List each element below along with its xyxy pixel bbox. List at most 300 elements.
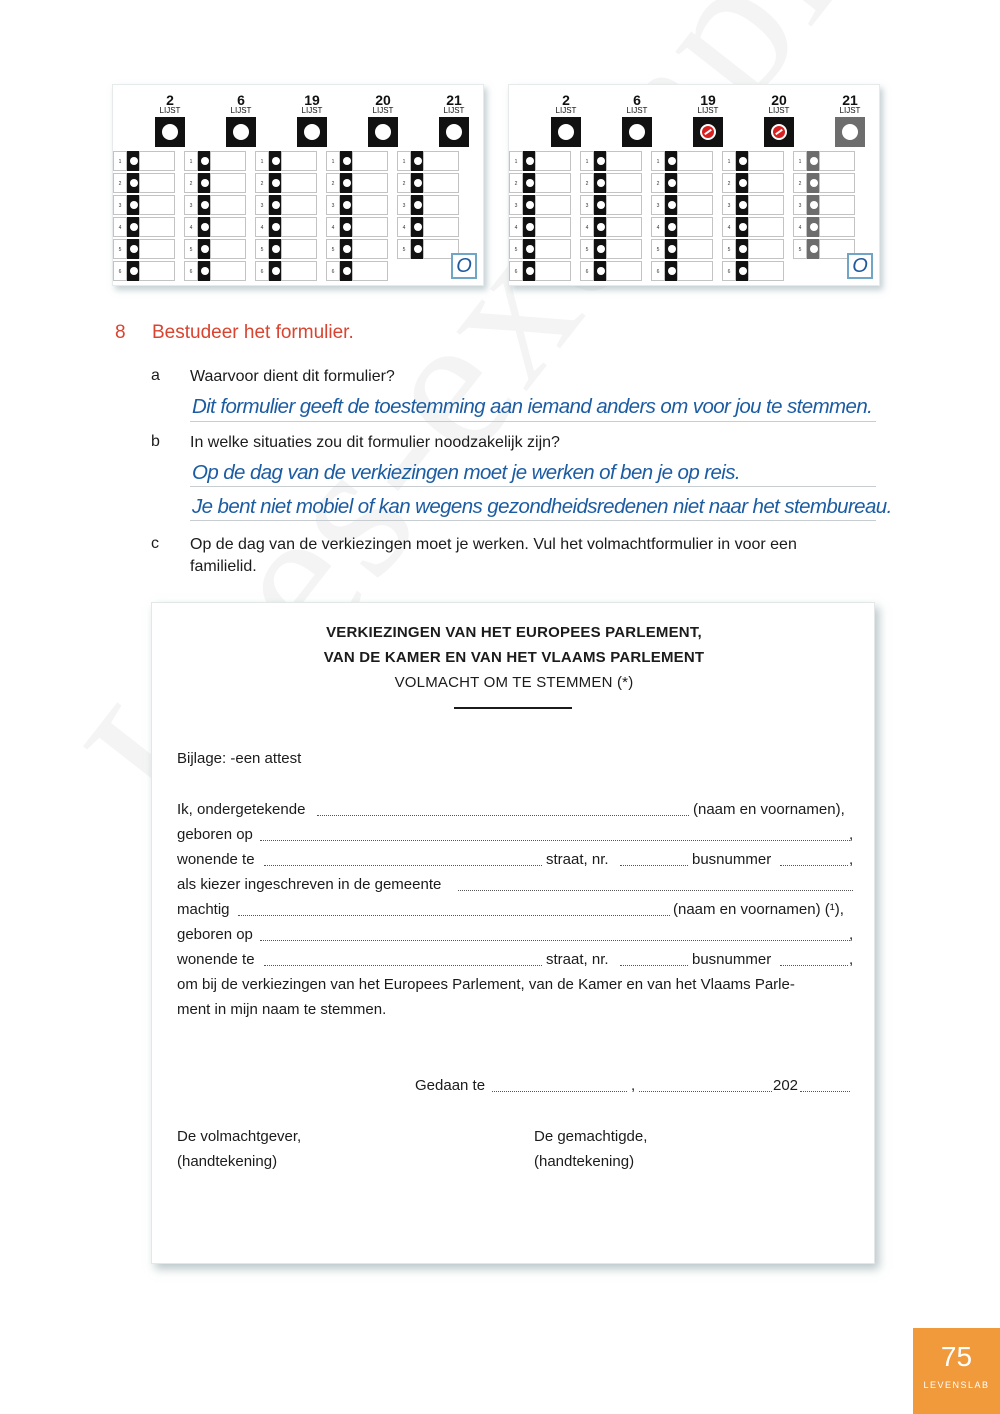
- candidate-bar: [198, 261, 210, 281]
- candidate-row[interactable]: [793, 239, 855, 259]
- candidate-row[interactable]: [113, 217, 175, 237]
- question-b-text: In welke situaties zou dit formulier noodzakelijk zijn?: [190, 434, 560, 451]
- straat-field[interactable]: [620, 864, 688, 866]
- candidate-number: 3: [509, 195, 523, 215]
- candidate-number: 2: [651, 173, 665, 193]
- o-mark: O: [451, 253, 477, 279]
- candidate-number: 1: [509, 151, 523, 171]
- candidate-name-box: [210, 217, 246, 237]
- geboren-field[interactable]: [260, 839, 850, 841]
- candidate-circle-icon: [201, 179, 209, 187]
- candidate-bar: [523, 151, 535, 171]
- volmachtgever-label: De volmachtgever,: [177, 1128, 302, 1145]
- candidate-circle-icon: [201, 201, 209, 209]
- form-divider: [454, 707, 572, 709]
- candidate-number: 1: [255, 151, 269, 171]
- candidate-bar: [665, 195, 677, 215]
- candidate-name-box: [281, 195, 317, 215]
- candidate-row[interactable]: [397, 173, 459, 193]
- candidate-bar: [665, 151, 677, 171]
- candidate-name-box: [281, 217, 317, 237]
- candidate-row[interactable]: [326, 151, 388, 171]
- candidate-bar: [665, 261, 677, 281]
- candidate-circle-icon: [526, 267, 534, 275]
- candidate-number: 1: [580, 151, 594, 171]
- candidate-name-box: [210, 151, 246, 171]
- candidate-row[interactable]: [113, 195, 175, 215]
- candidate-row[interactable]: [722, 151, 784, 171]
- naam-label: (naam en voornamen),: [693, 801, 845, 818]
- gemachtigde-label: De gemachtigde,: [534, 1128, 648, 1145]
- candidate-name-box: [352, 239, 388, 259]
- candidate-row[interactable]: [580, 173, 642, 193]
- candidate-name-box: [535, 261, 571, 281]
- candidate-row[interactable]: [651, 261, 713, 281]
- candidate-circle-icon: [810, 157, 818, 165]
- candidate-number: 5: [184, 239, 198, 259]
- candidate-circle-icon: [414, 157, 422, 165]
- candidate-number: 4: [184, 217, 198, 237]
- list-label: LIJST: [839, 106, 861, 115]
- candidate-name-box: [139, 173, 175, 193]
- gedaan-place-field[interactable]: [492, 1090, 627, 1092]
- question-b-letter: b: [151, 433, 160, 450]
- straat-field-2[interactable]: [620, 964, 688, 966]
- candidate-bar: [523, 195, 535, 215]
- list-head-box[interactable]: [226, 117, 256, 147]
- candidate-row[interactable]: [793, 151, 855, 171]
- candidate-name-box: [677, 195, 713, 215]
- candidate-name-box: [210, 195, 246, 215]
- candidate-circle-icon: [526, 201, 534, 209]
- vote-circle-icon: [162, 124, 178, 140]
- list-head-box[interactable]: [622, 117, 652, 147]
- candidate-number: 1: [397, 151, 411, 171]
- candidate-bar: [665, 217, 677, 237]
- right-list-2: [513, 93, 577, 283]
- candidate-row[interactable]: [580, 261, 642, 281]
- list-label: LIJST: [372, 106, 394, 115]
- candidate-row[interactable]: [184, 151, 246, 171]
- candidate-name-box: [819, 217, 855, 237]
- answer-b-2: Je bent niet mobiel of kan wegens gezondheidsredenen niet naar het stembureau.: [192, 495, 892, 518]
- candidate-name-box: [352, 151, 388, 171]
- closing-line-2: ment in mijn naam te stemmen.: [177, 1001, 387, 1018]
- candidate-name-box: [819, 195, 855, 215]
- candidate-bar: [269, 217, 281, 237]
- candidate-name-box: [748, 239, 784, 259]
- candidate-bar: [340, 173, 352, 193]
- candidate-bar: [594, 195, 606, 215]
- list-label: LIJST: [301, 106, 323, 115]
- candidate-number: 4: [113, 217, 127, 237]
- candidate-row[interactable]: [255, 239, 317, 259]
- candidate-number: 4: [580, 217, 594, 237]
- candidate-circle-icon: [668, 201, 676, 209]
- list-head-box[interactable]: [693, 117, 723, 147]
- candidate-number: 1: [113, 151, 127, 171]
- candidate-number: 3: [793, 195, 807, 215]
- candidate-number: 4: [509, 217, 523, 237]
- list-head-box[interactable]: [439, 117, 469, 147]
- candidate-circle-icon: [739, 157, 747, 165]
- candidate-bar: [807, 239, 819, 259]
- list-number: 6: [633, 92, 641, 108]
- candidate-number: 4: [793, 217, 807, 237]
- candidate-number: 6: [255, 261, 269, 281]
- candidate-name-box: [677, 217, 713, 237]
- candidate-name-box: [281, 173, 317, 193]
- candidate-row[interactable]: [793, 195, 855, 215]
- candidate-name-box: [606, 151, 642, 171]
- candidate-bar: [127, 173, 139, 193]
- candidate-circle-icon: [272, 201, 280, 209]
- candidate-name-box: [606, 217, 642, 237]
- candidate-bar: [198, 239, 210, 259]
- list-number: 20: [375, 92, 391, 108]
- candidate-name-box: [423, 151, 459, 171]
- candidate-row[interactable]: [397, 217, 459, 237]
- candidate-bar: [127, 151, 139, 171]
- candidate-circle-icon: [201, 245, 209, 253]
- gemachtigde-handtekening: (handtekening): [534, 1153, 635, 1170]
- geboren-field-2[interactable]: [260, 939, 850, 941]
- candidate-number: 3: [397, 195, 411, 215]
- candidate-row[interactable]: [326, 261, 388, 281]
- candidate-row[interactable]: [184, 261, 246, 281]
- candidate-row[interactable]: [722, 173, 784, 193]
- candidate-row[interactable]: [397, 239, 459, 259]
- candidate-row[interactable]: [722, 217, 784, 237]
- candidate-row[interactable]: [509, 195, 571, 215]
- candidate-name-box: [819, 151, 855, 171]
- candidate-number: 3: [580, 195, 594, 215]
- candidate-circle-icon: [739, 245, 747, 253]
- candidate-number: 5: [651, 239, 665, 259]
- list-head-box[interactable]: [835, 117, 865, 147]
- candidate-name-box: [677, 261, 713, 281]
- vote-circle-icon: [304, 124, 320, 140]
- candidate-name-box: [423, 195, 459, 215]
- comma: ,: [849, 951, 854, 968]
- o-mark: O: [847, 253, 873, 279]
- candidate-bar: [665, 173, 677, 193]
- candidate-name-box: [606, 261, 642, 281]
- candidate-row[interactable]: [184, 239, 246, 259]
- candidate-bar: [340, 195, 352, 215]
- candidate-circle-icon: [526, 245, 534, 253]
- candidate-circle-icon: [272, 267, 280, 275]
- candidate-name-box: [423, 217, 459, 237]
- list-number: 21: [842, 92, 858, 108]
- list-label: LIJST: [159, 106, 181, 115]
- candidate-bar: [411, 239, 423, 259]
- candidate-row[interactable]: [580, 151, 642, 171]
- candidate-number: 2: [255, 173, 269, 193]
- candidate-row[interactable]: [651, 217, 713, 237]
- page-label: LEVENSLAB: [923, 1380, 990, 1390]
- geboren-label: geboren op: [177, 826, 253, 843]
- candidate-row[interactable]: [255, 173, 317, 193]
- candidate-circle-icon: [130, 267, 138, 275]
- year-prefix: 202: [773, 1077, 799, 1094]
- candidate-name-box: [281, 239, 317, 259]
- candidate-row[interactable]: [793, 173, 855, 193]
- candidate-name-box: [819, 173, 855, 193]
- candidate-circle-icon: [343, 179, 351, 187]
- volmacht-form: [151, 602, 875, 1264]
- list-head-box[interactable]: [155, 117, 185, 147]
- candidate-row[interactable]: [793, 217, 855, 237]
- candidate-row[interactable]: [184, 195, 246, 215]
- candidate-row[interactable]: [397, 151, 459, 171]
- candidate-name-box: [535, 217, 571, 237]
- candidate-bar: [127, 261, 139, 281]
- candidate-row[interactable]: [113, 239, 175, 259]
- candidate-number: 2: [326, 173, 340, 193]
- list-label: LIJST: [230, 106, 252, 115]
- candidate-circle-icon: [526, 157, 534, 165]
- candidate-name-box: [535, 151, 571, 171]
- candidate-circle-icon: [343, 201, 351, 209]
- candidate-circle-icon: [668, 245, 676, 253]
- list-head-box[interactable]: [764, 117, 794, 147]
- candidate-name-box: [677, 151, 713, 171]
- question-c-line-2: familielid.: [190, 558, 257, 575]
- candidate-bar: [198, 217, 210, 237]
- answer-a-1: Dit formulier geeft de toestemming aan iemand anders om voor jou te stemmen.: [192, 395, 873, 418]
- question-c-letter: c: [151, 535, 159, 552]
- candidate-bar: [523, 239, 535, 259]
- candidate-name-box: [748, 217, 784, 237]
- left-list-20: [330, 93, 394, 283]
- candidate-number: 6: [113, 261, 127, 281]
- answer-line: [190, 520, 876, 521]
- candidate-bar: [340, 151, 352, 171]
- candidate-circle-icon: [414, 245, 422, 253]
- candidate-bar: [269, 261, 281, 281]
- list-number: 19: [700, 92, 716, 108]
- candidate-circle-icon: [201, 267, 209, 275]
- candidate-number: 2: [113, 173, 127, 193]
- list-label: LIJST: [555, 106, 577, 115]
- gedaan-date-field[interactable]: [639, 1090, 772, 1092]
- candidate-name-box: [748, 261, 784, 281]
- vote-mark-icon: [700, 124, 716, 140]
- candidate-bar: [736, 217, 748, 237]
- vote-mark-icon: [771, 124, 787, 140]
- candidate-bar: [269, 195, 281, 215]
- machtig-field[interactable]: [238, 914, 670, 916]
- candidate-row[interactable]: [509, 239, 571, 259]
- list-number: 21: [446, 92, 462, 108]
- candidate-number: 3: [326, 195, 340, 215]
- candidate-bar: [736, 173, 748, 193]
- candidate-row[interactable]: [184, 217, 246, 237]
- list-label: LIJST: [626, 106, 648, 115]
- candidate-bar: [127, 239, 139, 259]
- list-head-box[interactable]: [368, 117, 398, 147]
- candidate-bar: [523, 173, 535, 193]
- comma: ,: [849, 851, 854, 868]
- candidate-bar: [411, 173, 423, 193]
- candidate-number: 2: [580, 173, 594, 193]
- candidate-bar: [594, 151, 606, 171]
- candidate-circle-icon: [739, 223, 747, 231]
- candidate-circle-icon: [130, 245, 138, 253]
- candidate-bar: [594, 261, 606, 281]
- question-c-text: [190, 534, 797, 578]
- candidate-name-box: [139, 261, 175, 281]
- right-list-20: [726, 93, 790, 283]
- ballot-right: [508, 84, 880, 286]
- candidate-row[interactable]: [580, 195, 642, 215]
- answer-b-1: Op de dag van de verkiezingen moet je werken of ben je op reis.: [192, 461, 740, 484]
- candidate-row[interactable]: [113, 261, 175, 281]
- vote-circle-icon: [446, 124, 462, 140]
- candidate-circle-icon: [739, 201, 747, 209]
- candidate-row[interactable]: [722, 195, 784, 215]
- candidate-name-box: [139, 151, 175, 171]
- candidate-name-box: [677, 239, 713, 259]
- busnummer-field[interactable]: [780, 864, 848, 866]
- candidate-row[interactable]: [651, 151, 713, 171]
- bijlage: Bijlage: -een attest: [177, 750, 302, 767]
- candidate-name-box: [606, 195, 642, 215]
- candidate-bar: [340, 239, 352, 259]
- volmachtgever-handtekening: (handtekening): [177, 1153, 278, 1170]
- comma: ,: [849, 926, 854, 943]
- candidate-number: 2: [722, 173, 736, 193]
- candidate-row[interactable]: [184, 173, 246, 193]
- vote-circle-icon: [233, 124, 249, 140]
- candidate-bar: [736, 151, 748, 171]
- candidate-bar: [594, 173, 606, 193]
- candidate-name-box: [352, 173, 388, 193]
- candidate-row[interactable]: [326, 239, 388, 259]
- candidate-name-box: [748, 151, 784, 171]
- wonende-label-2: wonende te: [177, 951, 255, 968]
- candidate-row[interactable]: [509, 151, 571, 171]
- list-head-box[interactable]: [297, 117, 327, 147]
- candidate-bar: [807, 173, 819, 193]
- machtig-label: machtig: [177, 901, 230, 918]
- candidate-circle-icon: [414, 223, 422, 231]
- candidate-bar: [736, 239, 748, 259]
- ondergetekende-field[interactable]: [317, 814, 689, 816]
- candidate-name-box: [210, 239, 246, 259]
- candidate-bar: [269, 239, 281, 259]
- busnummer-field-2[interactable]: [780, 964, 848, 966]
- candidate-row[interactable]: [509, 217, 571, 237]
- candidate-number: 6: [651, 261, 665, 281]
- candidate-circle-icon: [810, 201, 818, 209]
- candidate-number: 5: [722, 239, 736, 259]
- candidate-row[interactable]: [580, 217, 642, 237]
- candidate-circle-icon: [201, 157, 209, 165]
- gemeente-field[interactable]: [458, 889, 853, 891]
- candidate-row[interactable]: [326, 217, 388, 237]
- vote-circle-icon: [375, 124, 391, 140]
- candidate-name-box: [139, 217, 175, 237]
- vote-circle-icon: [842, 124, 858, 140]
- candidate-number: 5: [326, 239, 340, 259]
- gemeente-label: als kiezer ingeschreven in de gemeente: [177, 876, 442, 893]
- candidate-circle-icon: [597, 157, 605, 165]
- left-list-6: [188, 93, 252, 283]
- candidate-name-box: [281, 261, 317, 281]
- candidate-name-box: [210, 261, 246, 281]
- ballot-left: [112, 84, 484, 286]
- question-a-letter: a: [151, 367, 160, 384]
- candidate-bar: [127, 217, 139, 237]
- wonende-field-2[interactable]: [264, 964, 542, 966]
- candidate-row[interactable]: [326, 195, 388, 215]
- candidate-circle-icon: [739, 179, 747, 187]
- candidate-row[interactable]: [397, 195, 459, 215]
- candidate-row[interactable]: [651, 239, 713, 259]
- candidate-row[interactable]: [509, 173, 571, 193]
- candidate-number: 4: [255, 217, 269, 237]
- year-field[interactable]: [800, 1090, 850, 1092]
- candidate-number: 3: [184, 195, 198, 215]
- candidate-row[interactable]: [113, 151, 175, 171]
- candidate-name-box: [139, 239, 175, 259]
- candidate-name-box: [281, 151, 317, 171]
- candidate-row[interactable]: [326, 173, 388, 193]
- candidate-circle-icon: [810, 223, 818, 231]
- busnummer-label-2: busnummer: [692, 951, 772, 968]
- candidate-bar: [411, 195, 423, 215]
- candidate-number: 4: [397, 217, 411, 237]
- candidate-bar: [340, 217, 352, 237]
- candidate-bar: [198, 173, 210, 193]
- wonende-field[interactable]: [264, 864, 542, 866]
- candidate-number: 1: [651, 151, 665, 171]
- question-a-text: Waarvoor dient dit formulier?: [190, 368, 395, 385]
- candidate-circle-icon: [130, 157, 138, 165]
- candidate-row[interactable]: [255, 151, 317, 171]
- list-head-box[interactable]: [551, 117, 581, 147]
- candidate-bar: [269, 151, 281, 171]
- candidate-row[interactable]: [651, 195, 713, 215]
- candidate-circle-icon: [597, 201, 605, 209]
- candidate-row[interactable]: [722, 261, 784, 281]
- candidate-row[interactable]: [722, 239, 784, 259]
- candidate-name-box: [748, 195, 784, 215]
- candidate-row[interactable]: [113, 173, 175, 193]
- candidate-number: 2: [397, 173, 411, 193]
- candidate-circle-icon: [130, 201, 138, 209]
- candidate-bar: [594, 217, 606, 237]
- candidate-name-box: [748, 173, 784, 193]
- candidate-circle-icon: [668, 267, 676, 275]
- candidate-row[interactable]: [651, 173, 713, 193]
- candidate-row[interactable]: [255, 217, 317, 237]
- candidate-bar: [523, 217, 535, 237]
- candidate-number: 3: [113, 195, 127, 215]
- exercise-title: Bestudeer het formulier.: [152, 322, 354, 343]
- candidate-name-box: [352, 217, 388, 237]
- candidate-row[interactable]: [255, 261, 317, 281]
- candidate-row[interactable]: [580, 239, 642, 259]
- candidate-bar: [411, 217, 423, 237]
- right-list-6: [584, 93, 648, 283]
- candidate-circle-icon: [272, 223, 280, 231]
- candidate-name-box: [535, 239, 571, 259]
- candidate-row[interactable]: [509, 261, 571, 281]
- candidate-row[interactable]: [255, 195, 317, 215]
